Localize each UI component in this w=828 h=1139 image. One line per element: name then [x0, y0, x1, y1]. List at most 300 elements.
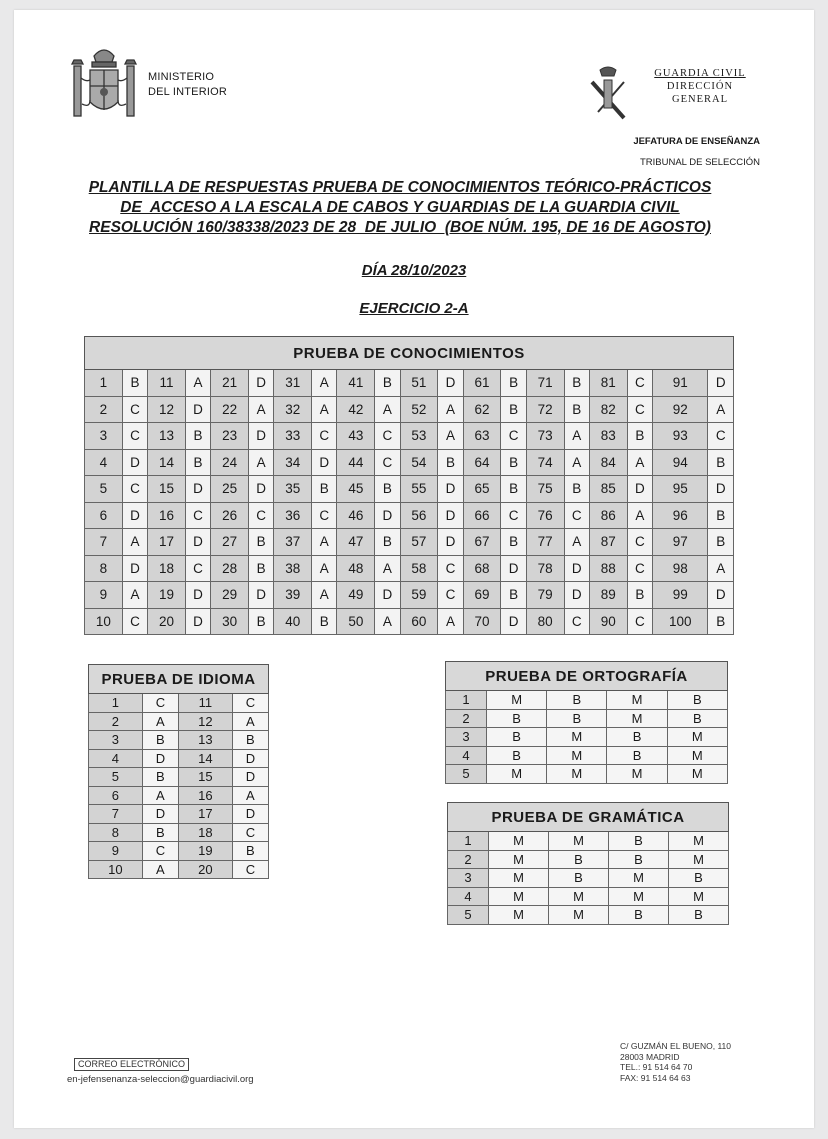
- question-number: 91: [652, 370, 707, 397]
- answer-cell: D: [249, 370, 274, 397]
- answer-cell: A: [249, 449, 274, 476]
- answer-cell: A: [438, 396, 463, 423]
- answer-cell: M: [549, 906, 609, 925]
- question-number: 65: [463, 476, 501, 503]
- answer-cell: C: [627, 608, 652, 635]
- answer-cell: A: [312, 396, 337, 423]
- gramatica-table: [447, 802, 729, 925]
- address-line-1: C/ GUZMÁN EL BUENO, 110: [620, 1041, 731, 1051]
- conocimientos-table: [84, 336, 734, 635]
- question-number: 20: [178, 860, 232, 879]
- question-number: 1: [446, 691, 487, 710]
- question-number: 3: [446, 728, 487, 747]
- answer-cell: C: [122, 423, 147, 450]
- answer-cell: D: [375, 502, 400, 529]
- ministry-name: [148, 70, 227, 100]
- table-row: [89, 731, 269, 750]
- question-number: 63: [463, 423, 501, 450]
- question-number: 77: [526, 529, 564, 556]
- question-number: 37: [274, 529, 312, 556]
- question-number: 4: [446, 746, 487, 765]
- answer-cell: A: [142, 786, 178, 805]
- answer-cell: B: [549, 850, 609, 869]
- gramatica-header: PRUEBA DE GRAMÁTICA: [448, 803, 729, 832]
- answer-cell: B: [708, 608, 734, 635]
- answer-cell: C: [627, 370, 652, 397]
- answer-cell: M: [489, 850, 549, 869]
- question-number: 60: [400, 608, 438, 635]
- table-row: [85, 529, 734, 556]
- question-number: 8: [89, 823, 143, 842]
- answer-cell: M: [549, 832, 609, 851]
- answer-cell: M: [547, 746, 607, 765]
- table-row: [85, 449, 734, 476]
- answer-cell: D: [627, 476, 652, 503]
- answer-cell: D: [232, 805, 268, 824]
- table-row: [448, 906, 729, 925]
- answer-cell: D: [122, 502, 147, 529]
- question-number: 55: [400, 476, 438, 503]
- answer-cell: A: [185, 370, 210, 397]
- answer-cell: D: [185, 608, 210, 635]
- answer-cell: D: [185, 529, 210, 556]
- answer-cell: A: [708, 396, 734, 423]
- question-number: 26: [211, 502, 249, 529]
- question-number: 35: [274, 476, 312, 503]
- table-row: [85, 370, 734, 397]
- question-number: 45: [337, 476, 375, 503]
- answer-cell: C: [122, 608, 147, 635]
- fax: FAX: 91 514 64 63: [620, 1072, 691, 1083]
- idioma-table: [88, 664, 269, 879]
- table-row: [89, 712, 269, 731]
- question-number: 46: [337, 502, 375, 529]
- answer-cell: B: [487, 728, 547, 747]
- question-number: 4: [448, 887, 489, 906]
- answer-cell: B: [232, 731, 268, 750]
- answer-cell: D: [232, 749, 268, 768]
- answer-cell: D: [438, 370, 463, 397]
- email-label: CORREO ELECTRÓNICO: [74, 1058, 189, 1071]
- answer-cell: D: [122, 449, 147, 476]
- question-number: 16: [148, 502, 186, 529]
- question-number: 1: [448, 832, 489, 851]
- answer-cell: B: [375, 476, 400, 503]
- question-number: 79: [526, 582, 564, 609]
- question-number: 81: [589, 370, 627, 397]
- question-number: 94: [652, 449, 707, 476]
- table-row: [446, 691, 728, 710]
- answer-cell: B: [627, 423, 652, 450]
- table-row: [85, 608, 734, 635]
- answer-cell: D: [249, 582, 274, 609]
- answer-cell: B: [564, 370, 589, 397]
- question-number: 49: [337, 582, 375, 609]
- answer-cell: D: [142, 805, 178, 824]
- question-number: 78: [526, 555, 564, 582]
- answer-cell: A: [627, 449, 652, 476]
- question-number: 84: [589, 449, 627, 476]
- table-row: [446, 728, 728, 747]
- question-number: 64: [463, 449, 501, 476]
- question-number: 3: [89, 731, 143, 750]
- answer-cell: M: [609, 887, 669, 906]
- answer-cell: C: [438, 555, 463, 582]
- answer-cell: A: [142, 860, 178, 879]
- answer-cell: B: [185, 423, 210, 450]
- question-number: 23: [211, 423, 249, 450]
- question-number: 17: [148, 529, 186, 556]
- answer-cell: A: [438, 423, 463, 450]
- question-number: 36: [274, 502, 312, 529]
- gc-line-1: GUARDIA CIVIL: [654, 68, 746, 79]
- question-number: 99: [652, 582, 707, 609]
- table-row: [448, 832, 729, 851]
- answer-cell: B: [607, 728, 667, 747]
- answer-cell: B: [607, 746, 667, 765]
- answer-cell: C: [142, 694, 178, 713]
- question-number: 33: [274, 423, 312, 450]
- answer-cell: B: [501, 529, 526, 556]
- guardia-civil-emblem-logo: [584, 64, 632, 124]
- answer-cell: M: [487, 765, 547, 784]
- question-number: 25: [211, 476, 249, 503]
- question-number: 59: [400, 582, 438, 609]
- question-number: 30: [211, 608, 249, 635]
- question-number: 82: [589, 396, 627, 423]
- question-number: 21: [211, 370, 249, 397]
- document-title: [60, 178, 740, 238]
- answer-cell: D: [232, 768, 268, 787]
- question-number: 15: [178, 768, 232, 787]
- answer-cell: A: [438, 608, 463, 635]
- answer-cell: D: [312, 449, 337, 476]
- answer-cell: M: [549, 887, 609, 906]
- table-row: [89, 805, 269, 824]
- title-line-3: RESOLUCIÓN 160/38338/2023 DE 28 DE JULIO (BOE NÚM. 195, DE 16 DE AGOSTO): [89, 219, 711, 236]
- table-row: [446, 765, 728, 784]
- question-number: 18: [148, 555, 186, 582]
- answer-cell: B: [312, 476, 337, 503]
- question-number: 34: [274, 449, 312, 476]
- answer-cell: C: [232, 823, 268, 842]
- question-number: 98: [652, 555, 707, 582]
- table-row: [89, 842, 269, 861]
- address-line-2: 28003 MADRID: [620, 1051, 680, 1062]
- answer-cell: M: [547, 728, 607, 747]
- question-number: 57: [400, 529, 438, 556]
- question-number: 9: [85, 582, 123, 609]
- answer-cell: A: [122, 529, 147, 556]
- answer-cell: M: [489, 906, 549, 925]
- answer-cell: D: [185, 582, 210, 609]
- answer-cell: D: [185, 476, 210, 503]
- answer-cell: M: [489, 869, 549, 888]
- question-number: 12: [178, 712, 232, 731]
- question-number: 53: [400, 423, 438, 450]
- email-address[interactable]: en-jefensenanza-seleccion@guardiacivil.org: [67, 1074, 254, 1085]
- answer-cell: D: [185, 396, 210, 423]
- answer-cell: A: [627, 502, 652, 529]
- table-row: [85, 502, 734, 529]
- table-row: [89, 786, 269, 805]
- answer-cell: C: [627, 396, 652, 423]
- exam-date: DÍA 28/10/2023: [361, 262, 467, 279]
- question-number: 1: [85, 370, 123, 397]
- answer-cell: D: [122, 555, 147, 582]
- answer-cell: A: [232, 712, 268, 731]
- question-number: 11: [178, 694, 232, 713]
- answer-cell: B: [142, 768, 178, 787]
- answer-cell: B: [669, 906, 729, 925]
- question-number: 13: [148, 423, 186, 450]
- answer-cell: C: [122, 396, 147, 423]
- question-number: 22: [211, 396, 249, 423]
- table-row: [89, 823, 269, 842]
- answer-cell: A: [249, 396, 274, 423]
- answer-cell: M: [669, 887, 729, 906]
- question-number: 5: [85, 476, 123, 503]
- question-number: 69: [463, 582, 501, 609]
- answer-cell: A: [375, 555, 400, 582]
- answer-cell: A: [312, 555, 337, 582]
- table-row: [446, 709, 728, 728]
- question-number: 14: [178, 749, 232, 768]
- question-number: 41: [337, 370, 375, 397]
- guardia-civil-name: [640, 67, 760, 106]
- ministry-line-1: MINISTERIO: [148, 71, 215, 83]
- question-number: 4: [85, 449, 123, 476]
- question-number: 85: [589, 476, 627, 503]
- question-number: 28: [211, 555, 249, 582]
- question-number: 9: [89, 842, 143, 861]
- question-number: 19: [178, 842, 232, 861]
- answer-cell: D: [438, 502, 463, 529]
- answer-cell: D: [249, 476, 274, 503]
- question-number: 2: [89, 712, 143, 731]
- answer-cell: B: [487, 709, 547, 728]
- answer-cell: A: [564, 449, 589, 476]
- answer-cell: B: [667, 691, 727, 710]
- answer-cell: B: [708, 502, 734, 529]
- answer-cell: A: [122, 582, 147, 609]
- question-number: 56: [400, 502, 438, 529]
- answer-cell: B: [547, 691, 607, 710]
- answer-cell: B: [627, 582, 652, 609]
- answer-cell: B: [501, 476, 526, 503]
- table-row: [446, 746, 728, 765]
- ortografia-table: [445, 661, 728, 784]
- answer-cell: B: [667, 709, 727, 728]
- question-number: 7: [89, 805, 143, 824]
- question-number: 100: [652, 608, 707, 635]
- question-number: 70: [463, 608, 501, 635]
- table-row: [85, 555, 734, 582]
- answer-cell: M: [667, 746, 727, 765]
- answer-cell: C: [501, 502, 526, 529]
- spain-coat-of-arms-logo: [68, 42, 140, 126]
- question-number: 29: [211, 582, 249, 609]
- answer-cell: C: [185, 502, 210, 529]
- answer-cell: B: [564, 476, 589, 503]
- question-number: 43: [337, 423, 375, 450]
- table-row: [448, 887, 729, 906]
- answer-cell: A: [375, 396, 400, 423]
- answer-cell: M: [607, 765, 667, 784]
- answer-cell: D: [249, 423, 274, 450]
- question-number: 97: [652, 529, 707, 556]
- answer-cell: C: [142, 842, 178, 861]
- answer-cell: B: [312, 608, 337, 635]
- answer-cell: M: [669, 832, 729, 851]
- conocimientos-header: PRUEBA DE CONOCIMIENTOS: [85, 337, 734, 370]
- answer-cell: D: [708, 370, 734, 397]
- question-number: 31: [274, 370, 312, 397]
- answer-cell: C: [564, 502, 589, 529]
- answer-cell: B: [438, 449, 463, 476]
- answer-cell: C: [501, 423, 526, 450]
- answer-cell: D: [375, 582, 400, 609]
- question-number: 18: [178, 823, 232, 842]
- question-number: 14: [148, 449, 186, 476]
- question-number: 72: [526, 396, 564, 423]
- answer-cell: D: [708, 582, 734, 609]
- answer-cell: B: [249, 529, 274, 556]
- question-number: 32: [274, 396, 312, 423]
- question-number: 90: [589, 608, 627, 635]
- question-number: 4: [89, 749, 143, 768]
- question-number: 19: [148, 582, 186, 609]
- question-number: 61: [463, 370, 501, 397]
- title-line-1: PLANTILLA DE RESPUESTAS PRUEBA DE CONOCIMIENTOS TEÓRICO-PRÁCTICOS: [88, 179, 712, 196]
- table-row: [448, 850, 729, 869]
- question-number: 51: [400, 370, 438, 397]
- answer-cell: B: [142, 731, 178, 750]
- answer-cell: B: [185, 449, 210, 476]
- answer-cell: C: [232, 694, 268, 713]
- question-number: 66: [463, 502, 501, 529]
- gc-line-2: DIRECCIÓN GENERAL: [666, 81, 734, 105]
- answer-cell: B: [122, 370, 147, 397]
- answer-cell: A: [564, 423, 589, 450]
- answer-cell: M: [487, 691, 547, 710]
- question-number: 83: [589, 423, 627, 450]
- question-number: 39: [274, 582, 312, 609]
- question-number: 7: [85, 529, 123, 556]
- question-number: 1: [89, 694, 143, 713]
- question-number: 42: [337, 396, 375, 423]
- answer-cell: B: [501, 396, 526, 423]
- ministry-line-2: DEL INTERIOR: [148, 86, 228, 98]
- question-number: 2: [448, 850, 489, 869]
- answer-cell: M: [547, 765, 607, 784]
- table-row: [85, 476, 734, 503]
- answer-cell: B: [232, 842, 268, 861]
- answer-cell: B: [487, 746, 547, 765]
- answer-cell: A: [142, 712, 178, 731]
- question-number: 75: [526, 476, 564, 503]
- question-number: 48: [337, 555, 375, 582]
- answer-cell: C: [122, 476, 147, 503]
- question-number: 68: [463, 555, 501, 582]
- question-number: 6: [89, 786, 143, 805]
- answer-cell: D: [501, 608, 526, 635]
- question-number: 88: [589, 555, 627, 582]
- question-number: 71: [526, 370, 564, 397]
- answer-cell: M: [669, 850, 729, 869]
- question-number: 24: [211, 449, 249, 476]
- answer-cell: C: [375, 423, 400, 450]
- telephone: TEL.: 91 514 64 70: [620, 1062, 693, 1072]
- answer-cell: B: [375, 370, 400, 397]
- answer-cell: D: [438, 476, 463, 503]
- question-number: 62: [463, 396, 501, 423]
- question-number: 87: [589, 529, 627, 556]
- answer-cell: C: [232, 860, 268, 879]
- question-number: 73: [526, 423, 564, 450]
- question-number: 11: [148, 370, 186, 397]
- answer-cell: M: [667, 765, 727, 784]
- dept-line-1: JEFATURA DE ENSEÑANZA: [633, 136, 760, 147]
- question-number: 95: [652, 476, 707, 503]
- question-number: 67: [463, 529, 501, 556]
- answer-cell: C: [185, 555, 210, 582]
- question-number: 20: [148, 608, 186, 635]
- answer-cell: B: [609, 832, 669, 851]
- question-number: 3: [85, 423, 123, 450]
- question-number: 2: [85, 396, 123, 423]
- answer-cell: A: [312, 529, 337, 556]
- answer-cell: D: [501, 555, 526, 582]
- answer-cell: B: [708, 449, 734, 476]
- table-row: [448, 869, 729, 888]
- answer-cell: M: [489, 832, 549, 851]
- question-number: 80: [526, 608, 564, 635]
- question-number: 93: [652, 423, 707, 450]
- question-number: 96: [652, 502, 707, 529]
- question-number: 86: [589, 502, 627, 529]
- table-row: [89, 860, 269, 879]
- postal-address: [620, 1041, 731, 1083]
- question-number: 27: [211, 529, 249, 556]
- question-number: 13: [178, 731, 232, 750]
- answer-cell: B: [249, 555, 274, 582]
- answer-cell: B: [375, 529, 400, 556]
- answer-cell: C: [708, 423, 734, 450]
- exercise-label: EJERCICIO 2-A: [359, 300, 469, 317]
- answer-cell: B: [564, 396, 589, 423]
- answer-cell: A: [564, 529, 589, 556]
- answer-cell: D: [564, 555, 589, 582]
- question-number: 44: [337, 449, 375, 476]
- ortografia-header: PRUEBA DE ORTOGRAFÍA: [446, 662, 728, 691]
- answer-cell: A: [375, 608, 400, 635]
- question-number: 12: [148, 396, 186, 423]
- question-number: 54: [400, 449, 438, 476]
- answer-cell: M: [667, 728, 727, 747]
- answer-cell: C: [627, 555, 652, 582]
- answer-cell: C: [249, 502, 274, 529]
- answer-cell: B: [501, 582, 526, 609]
- answer-cell: M: [489, 887, 549, 906]
- answer-cell: M: [609, 869, 669, 888]
- answer-cell: A: [232, 786, 268, 805]
- table-row: [85, 396, 734, 423]
- question-number: 8: [85, 555, 123, 582]
- answer-cell: B: [609, 850, 669, 869]
- department: [600, 131, 760, 173]
- question-number: 17: [178, 805, 232, 824]
